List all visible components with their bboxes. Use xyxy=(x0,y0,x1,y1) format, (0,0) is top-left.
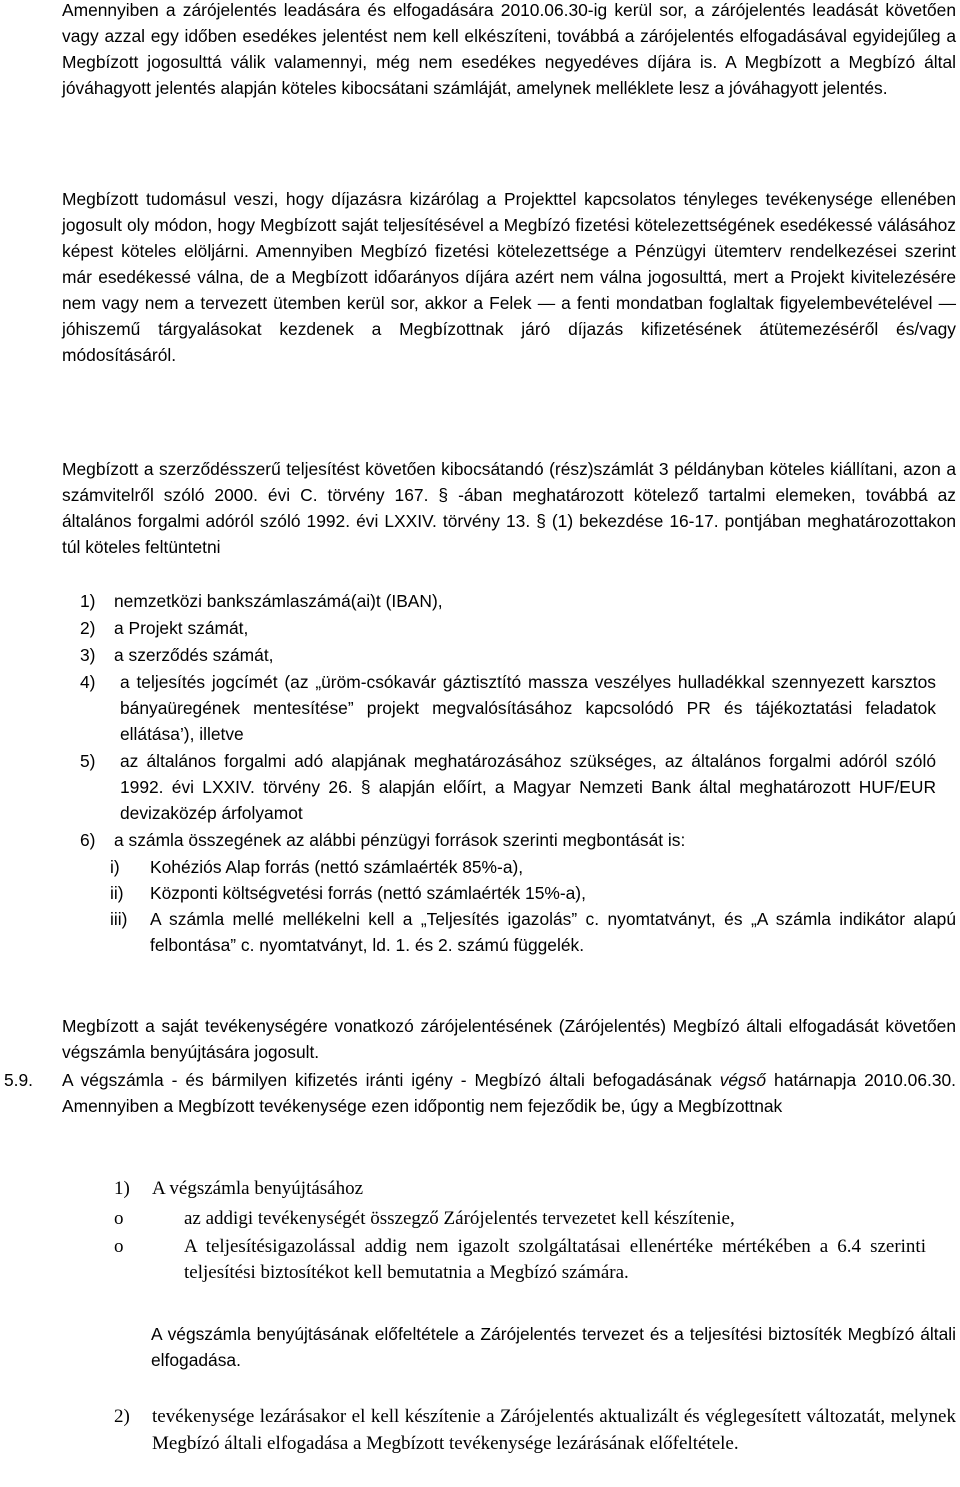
invoice-contents-list xyxy=(80,588,956,853)
bullet-marker: o xyxy=(114,1208,124,1229)
paragraph-final-report-submission: Amennyiben a zárójelentés leadására és elfogadására 2010.06.30-ig kerül sor, a zárójelentés leadását követően vagy azzal egy időben esedékes jelentést nem kell elkészíteni, továbbá a zárójelentés elfogadásával egyidejűleg a Megbízott jogosulttá válik valamennyi, még nem esedékes negyedéves díjára is. A Megbízott a Megbízó által jóváhagyott jelentés alapján köteles kibocsátani számláját, amelynek melléklete lesz a jóváhagyott jelentés. xyxy=(62,0,956,98)
deadline-emphasis: végső xyxy=(719,1070,767,1090)
obligation-bullets xyxy=(114,1206,926,1287)
obligations-list-item-2 xyxy=(114,1404,956,1457)
bullet-text: A teljesítésigazolással addig nem igazolt szolgáltatásai ellenértéke mértékében a 6.4 szerinti teljesítési biztosítékot kell bemutatnia a Megbízó számára. xyxy=(184,1235,926,1283)
list-item-text: a számla összegének az alábbi pénzügyi források szerinti megbontását is: xyxy=(114,830,686,850)
bullet-item xyxy=(114,1234,926,1287)
list-item-number: 3) xyxy=(80,645,96,665)
sublist-item-text: Központi költségvetési forrás (nettó számlaérték 15%-a), xyxy=(150,883,586,903)
obligations-list-item-1 xyxy=(114,1176,956,1203)
sublist-item xyxy=(110,854,956,880)
deadline-text-end: határnapja 2010.06.30. Amennyiben a Megbízott tevékenysége ezen időpontig nem fejeződik be, úgy a Megbízottnak xyxy=(62,1070,956,1116)
paragraph-fee-entitlement: Megbízott tudomásul veszi, hogy díjazásra kizárólag a Projekttel kapcsolatos tényleges tevékenysége ellenében jogosult oly módon, hogy Megbízott saját teljesítésével a Megbízó fizetési kötelezettségének esedékessé válásához képest köteles elöljárni. Amennyiben Megbízó fizetési kötelezettsége a Pénzügyi ütemterv rendelkezései szerint már esedékessé válna, de a Megbízott időarányos díjára azért nem válna jogosulttá, mert a Projekt kivitelezésére nem vagy nem a tervezett ütemben kerül sor, akkor a Felek — a fenti mondatban foglaltak figyelembevételével — jóhiszemű tárgyalásokat kezdenek a Megbízottnak járó díjazás kifizetésének átütemezéséről és/vagy módosításáról. xyxy=(62,189,956,365)
section-number: 5.9. xyxy=(4,1070,34,1090)
sublist-item-number: iii) xyxy=(110,909,128,929)
bullet-text: az addigi tevékenységét összegző Zárójelentés tervezetet kell készítenie, xyxy=(184,1208,735,1229)
bullet-item xyxy=(114,1206,926,1233)
list-item-text: a teljesítés jogcímét (az „üröm-csókavár gáztisztító massza veszélyes hulladékkal szennyezett karsztos bányaüregének mentesítése” projekt megvalósításához kapcsolódó PR és tájékoztatási feladatok ellátása’), illetve xyxy=(120,672,936,744)
list-item xyxy=(80,827,956,853)
list-item-text: az általános forgalmi adó alapjának meghatározásához szükséges, az általános forgalmi adóról szóló 1992. évi LXXIV. törvény 26. § alapján előírt, a Magyar Nemzeti Bank által meghatározott HUF/EUR devizaközép árfolyamot xyxy=(120,751,936,823)
list-item-text: a Projekt számát, xyxy=(114,618,249,638)
sublist-item-number: i) xyxy=(110,857,120,877)
sublist-item xyxy=(110,880,956,906)
list-item-number: 2) xyxy=(80,618,96,638)
funding-source-sublist xyxy=(110,854,956,958)
sublist-item-text: A számla mellé mellékelni kell a „Teljesítés igazolás” c. nyomtatványt, és „A számla indikátor alapú felbontása” c. nyomtatványt, ld. 1. és 2. számú függelék. xyxy=(150,909,956,955)
list-item-number: 2) xyxy=(114,1406,130,1427)
sublist-item-text: Kohéziós Alap forrás (nettó számlaérték 85%-a), xyxy=(150,857,524,877)
list-item xyxy=(80,642,956,668)
paragraph-final-invoice-precondition: A végszámla benyújtásának előfeltétele a Zárójelentés tervezet és a teljesítési biztosíték Megbízó általi elfogadása. xyxy=(151,1324,956,1370)
sublist-item xyxy=(110,906,956,958)
paragraph-invoice-requirements: Megbízott a szerződésszerű teljesítést követően kibocsátandó (rész)számlát 3 példányban köteles kiállítani, azon a számvitelről szóló 2000. évi C. törvény 167. § -ában meghatározott kötelező tartalmi elemeken, továbbá az általános forgalmi adóról szóló 1992. évi LXXIV. törvény 13. § (1) bekezdése 16-17. pontjában meghatározottakon túl köteles feltüntetni xyxy=(62,459,956,557)
list-item xyxy=(80,748,936,826)
list-item-number: 4) xyxy=(80,672,96,692)
list-item-text: a szerződés számát, xyxy=(114,645,274,665)
list-item-number: 5) xyxy=(80,751,96,771)
list-item-number: 6) xyxy=(80,830,96,850)
list-item xyxy=(114,1404,956,1457)
list-item-text: A végszámla benyújtásához xyxy=(152,1178,364,1199)
paragraph-final-invoice-right: Megbízott a saját tevékenységére vonatkozó zárójelentésének (Zárójelentés) Megbízó általi elfogadását követően végszámla benyújtására jogosult. xyxy=(62,1016,956,1062)
list-item-number: 1) xyxy=(114,1178,130,1199)
list-item xyxy=(80,615,956,641)
sublist-item-number: ii) xyxy=(110,883,124,903)
paragraph-final-deadline xyxy=(62,1067,956,1119)
list-item xyxy=(114,1176,956,1203)
list-item-number: 1) xyxy=(80,591,96,611)
deadline-text-start: A végszámla - és bármilyen kifizetés iránti igény - Megbízó általi befogadásának xyxy=(62,1070,720,1090)
list-item xyxy=(80,588,956,614)
list-item xyxy=(80,669,936,747)
list-item-text: nemzetközi bankszámlaszámá(ai)t (IBAN), xyxy=(114,591,443,611)
bullet-marker: o xyxy=(114,1235,124,1257)
list-item-text: tevékenysége lezárásakor el kell készítenie a Zárójelentés aktualizált és véglegesített változatát, melynek Megbízó általi elfogadása a Megbízott tevékenysége lezárásának előfeltétele. xyxy=(152,1406,956,1454)
